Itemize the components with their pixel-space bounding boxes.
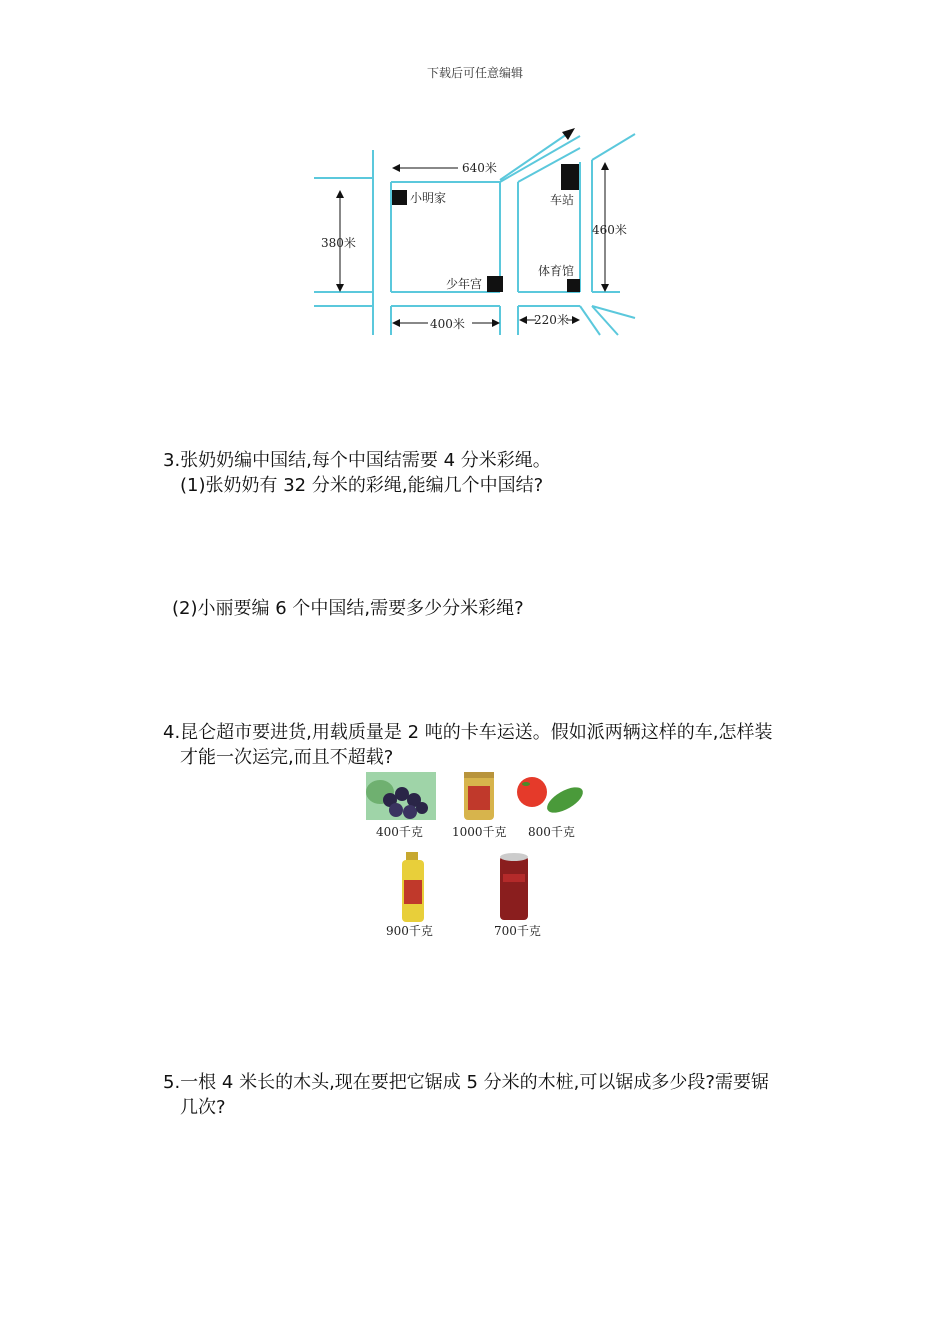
label-palace: 少年宫 — [446, 277, 483, 291]
home-marker — [392, 190, 407, 205]
page-header: 下载后可任意编辑 — [426, 66, 523, 80]
question-4-line-1: 4.昆仑超市要进货,用载质量是 2 吨的卡车运送。假如派两辆这样的车,怎样装 — [163, 722, 773, 743]
station-marker — [561, 164, 579, 190]
soda-can-icon — [500, 853, 528, 920]
label-220: 220米 — [534, 313, 569, 327]
label-380: 380米 — [321, 236, 356, 250]
question-4-line-2: 才能一次运完,而且不超载? — [180, 747, 394, 768]
rice-bag-icon — [464, 772, 494, 820]
weight-rice: 1000千克 — [452, 825, 507, 839]
question-5-line-2: 几次? — [180, 1097, 226, 1118]
question-3-title: 3.张奶奶编中国结,每个中国结需要 4 分米彩绳。 — [163, 450, 551, 471]
route-map — [300, 120, 645, 345]
goods-figure — [360, 770, 600, 945]
weight-vegetables: 800千克 — [528, 825, 575, 839]
question-5-line-1: 5.一根 4 米长的木头,现在要把它锯成 5 分米的木桩,可以锯成多少段?需要锯 — [163, 1072, 769, 1093]
weight-soda: 700千克 — [494, 924, 541, 938]
weight-oil: 900千克 — [386, 924, 433, 938]
grapes-icon — [366, 772, 436, 820]
label-460: 460米 — [592, 223, 627, 237]
label-home: 小明家 — [410, 191, 447, 205]
label-station: 车站 — [550, 193, 575, 207]
weight-grapes: 400千克 — [376, 825, 423, 839]
oil-bottle-icon — [402, 852, 424, 922]
label-stadium: 体育馆 — [538, 264, 575, 278]
question-3-part-1: (1)张奶奶有 32 分米的彩绳,能编几个中国结? — [180, 475, 544, 496]
palace-marker — [487, 276, 503, 292]
label-400: 400米 — [430, 317, 465, 331]
label-640: 640米 — [462, 161, 497, 175]
vegetables-icon — [517, 777, 587, 818]
direction-arrow-head — [562, 128, 575, 140]
question-3-part-2: (2)小丽要编 6 个中国结,需要多少分米彩绳? — [172, 598, 524, 619]
stadium-marker — [567, 279, 580, 292]
